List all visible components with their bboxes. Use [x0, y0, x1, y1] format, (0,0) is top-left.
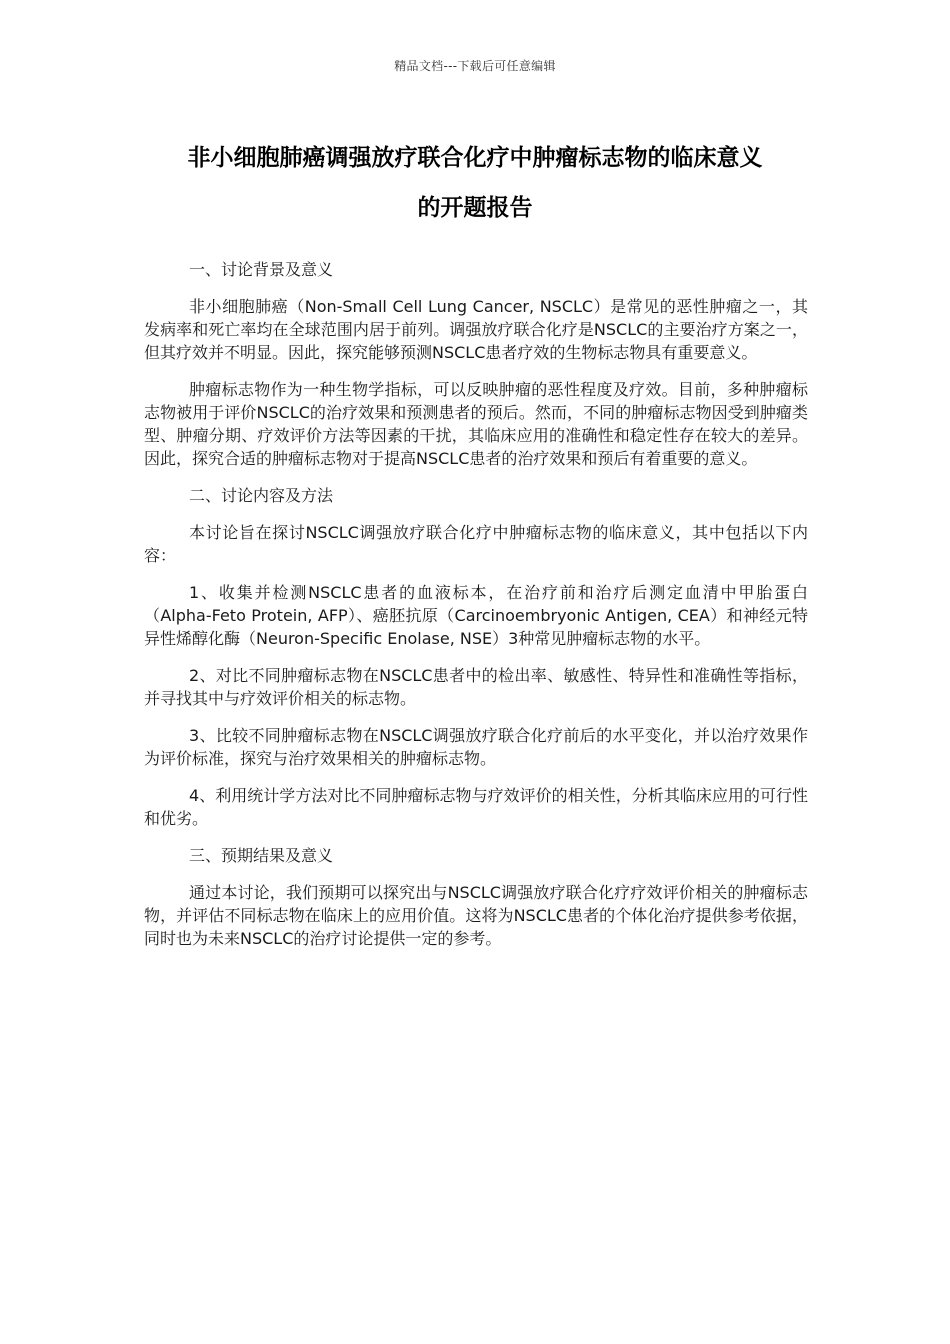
section-2-item-4: 4、利用统计学方法对比不同肿瘤标志物与疗效评价的相关性，分析其临床应用的可行性和优劣。: [144, 786, 808, 828]
section-1-heading: 一、讨论背景及意义: [189, 260, 334, 279]
section-2-item-3: 3、比较不同肿瘤标志物在NSCLC调强放疗联合化疗前后的水平变化，并以治疗效果作为评价标准，探究与治疗效果相关的肿瘤标志物。: [144, 726, 808, 768]
section-3-paragraph-1: 通过本讨论，我们预期可以探究出与NSCLC调强放疗联合化疗疗效评价相关的肿瘤标志物，并评估不同标志物在临床上的应用价值。这将为NSCLC患者的个体化治疗提供参考依据，同时也为未来NSCLC的治疗讨论提供一定的参考。: [144, 883, 808, 948]
document-title: [130, 133, 820, 233]
section-2-item-2: 2、对比不同肿瘤标志物在NSCLC患者中的检出率、敏感性、特异性和准确性等指标，并寻找其中与疗效评价相关的标志物。: [144, 666, 808, 708]
section-2-heading: 二、讨论内容及方法: [189, 486, 334, 505]
section-2-intro: 本讨论旨在探讨NSCLC调强放疗联合化疗中肿瘤标志物的临床意义，其中包括以下内容：: [144, 523, 808, 565]
section-1-paragraph-2: 肿瘤标志物作为一种生物学指标，可以反映肿瘤的恶性程度及疗效。目前，多种肿瘤标志物被用于评价NSCLC的治疗效果和预测患者的预后。然而，不同的肿瘤标志物因受到肿瘤类型、肿瘤分期、疗效评价方法等因素的干扰，其临床应用的准确性和稳定性存在较大的差异。因此，探究合适的肿瘤标志物对于提高NSCLC患者的治疗效果和预后有着重要的意义。: [144, 380, 808, 468]
title-line-2: 的开题报告: [417, 195, 533, 221]
section-1-paragraph-1: 非小细胞肺癌（Non-Small Cell Lung Cancer, NSCLC）是常见的恶性肿瘤之一，其发病率和死亡率均在全球范围内居于前列。调强放疗联合化疗是NSCLC的主要治疗方案之一，但其疗效并不明显。因此，探究能够预测NSCLC患者疗效的生物标志物具有重要意义。: [144, 297, 808, 362]
section-2-item-1: 1、收集并检测NSCLC患者的血液标本，在治疗前和治疗后测定血清中甲胎蛋白（Alpha-Feto Protein, AFP）、癌胚抗原（Carcinoembryonic Antigen, CEA）和神经元特异性烯醇化酶（Neuron-Specific Enolase, NSE）3种常见肿瘤标志物的水平。: [144, 583, 808, 648]
document-body: [144, 258, 808, 964]
section-3-heading: 三、预期结果及意义: [189, 846, 334, 865]
title-line-1: 非小细胞肺癌调强放疗联合化疗中肿瘤标志物的临床意义: [187, 145, 763, 171]
header-note: 精品文档---下载后可任意编辑: [394, 59, 556, 73]
